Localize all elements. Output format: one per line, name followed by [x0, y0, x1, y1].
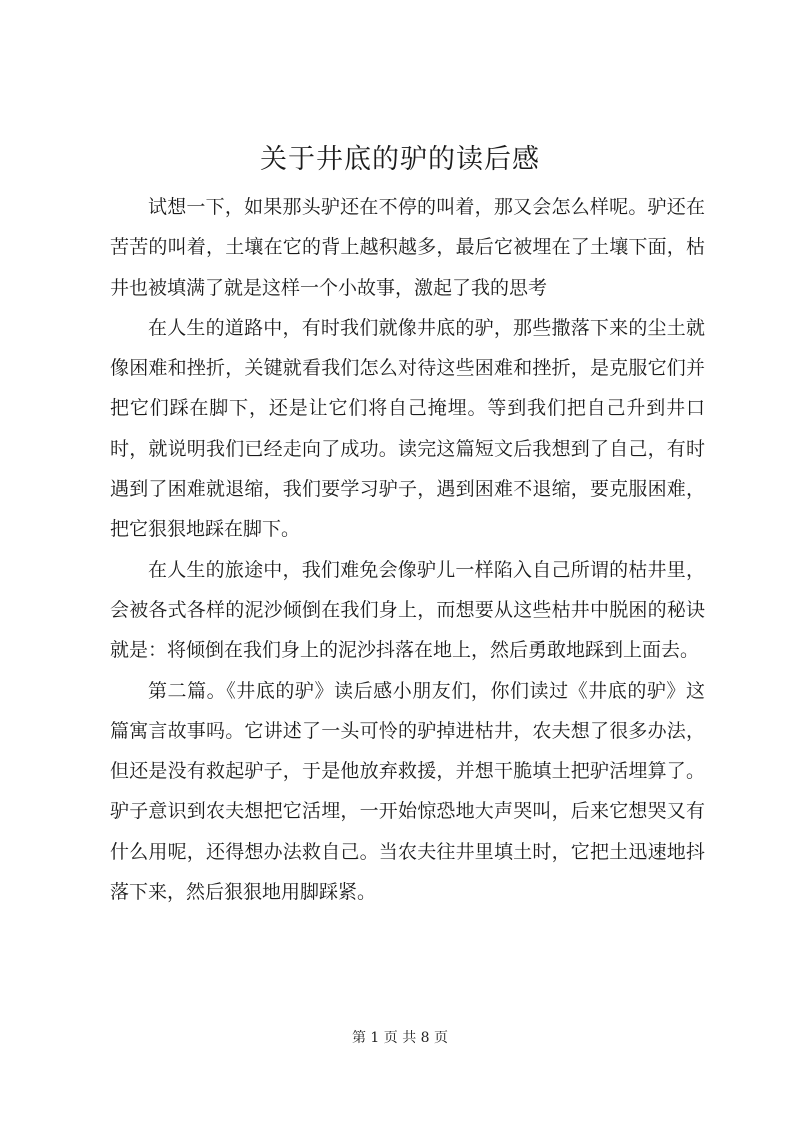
paragraph-1: 试想一下，如果那头驴还在不停的叫着，那又会怎么样呢。驴还在苦苦的叫着，土壤在它的背上越积越多，最后它被埋在了土壤下面，枯井也被填满了就是这样一个小故事，激起了我的思考: [110, 196, 705, 299]
paragraph-3: 在人生的旅途中，我们难免会像驴儿一样陷入自己所谓的枯井里，会被各式各样的泥沙倾倒在我们身上，而想要从这些枯井中脱困的秘诀就是：将倾倒在我们身上的泥沙抖落在地上，然后勇敢地踩到上面去。: [110, 558, 705, 662]
paragraph-4: 第二篇。《井底的驴》读后感小朋友们，你们读过《井底的驴》这篇寓言故事吗。它讲述了一头可怜的驴掉进枯井，农夫想了很多办法，但还是没有救起驴子，于是他放弃救援，并想干脆填土把驴活埋算了。驴子意识到农夫想把它活埋，一开始惊恐地大声哭叫，后来它想哭又有什么用呢，还得想办法救自己。当农夫往井里填土时，它把土迅速地抖落下来，然后狠狠地用脚踩紧。: [110, 679, 705, 904]
paragraph-2: 在人生的道路中，有时我们就像井底的驴，那些撒落下来的尘土就像困难和挫折，关键就看我们怎么对待这些困难和挫折，是克服它们并把它们踩在脚下，还是让它们将自己掩埋。等到我们把自己升到井口时，就说明我们已经走向了成功。读完这篇短文后我想到了自己，有时遇到了困难就退缩，我们要学习驴子，遇到困难不退缩，要克服困难，把它狠狠地踩在脚下。: [110, 316, 705, 541]
document-body: [110, 187, 705, 912]
document-title: 关于井底的驴的读后感: [260, 144, 540, 175]
page-number-footer: 第 1 页 共 8 页: [351, 1030, 449, 1046]
